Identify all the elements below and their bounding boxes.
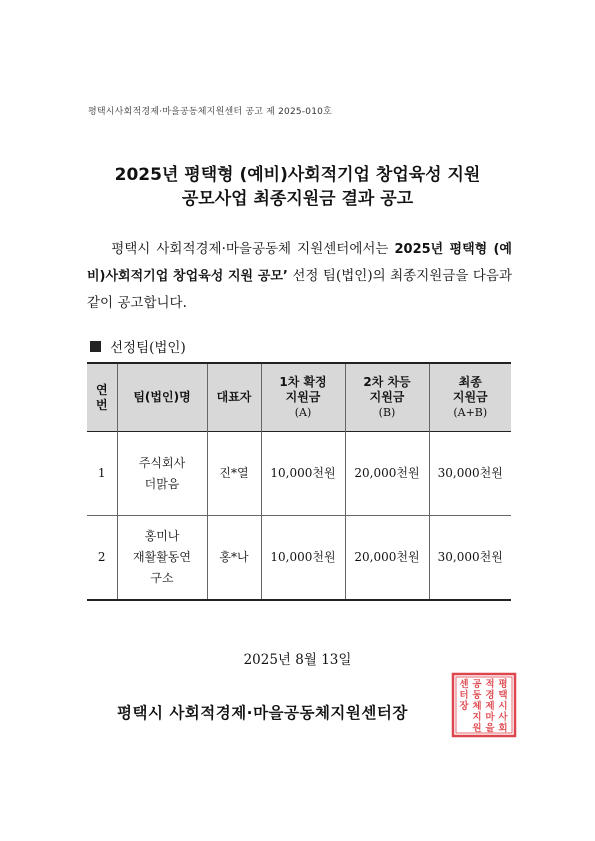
issuer-name: 평택시 사회적경제·마을공동체지원센터장 xyxy=(117,704,408,722)
seal-glyph: 센 xyxy=(459,679,469,690)
table-row xyxy=(87,516,511,601)
first-grant: 10,000천원 xyxy=(261,432,345,516)
first-grant: 10,000천원 xyxy=(261,516,345,601)
title-line-1: 2025년 평택형 (예비)사회적기업 창업육성 지원 xyxy=(114,165,481,185)
seal-glyph: 제 xyxy=(485,701,495,712)
table-header-row xyxy=(87,363,511,432)
row-number: 1 xyxy=(87,432,117,516)
second-grant: 20,000천원 xyxy=(345,516,429,601)
seal-glyph: 장 xyxy=(459,701,469,712)
title-line-2: 공모사업 최종지원금 결과 공고 xyxy=(181,189,414,209)
seal-glyph: 마 xyxy=(485,712,495,723)
header-first-grant: 1차 확정 지원금 (A) xyxy=(261,363,345,432)
final-grant: 30,000천원 xyxy=(429,516,511,601)
notice-date: 2025년 8월 13일 xyxy=(243,652,352,668)
representative: 홍*나 xyxy=(207,516,261,601)
square-bullet-icon xyxy=(90,341,101,352)
second-grant: 20,000천원 xyxy=(345,432,429,516)
seal-glyph: 터 xyxy=(459,690,469,701)
representative: 진*열 xyxy=(207,432,261,516)
intro-paragraph xyxy=(87,236,512,316)
final-grant: 30,000천원 xyxy=(429,432,511,516)
header-no: 연 번 xyxy=(87,363,117,432)
seal-glyph: 회 xyxy=(498,723,508,734)
selected-teams-table xyxy=(87,362,511,601)
header-team: 팀(법인)명 xyxy=(117,363,207,432)
seal-glyph: 시 xyxy=(498,701,508,712)
notice-number: 평택시사회적경제·마을공동체지원센터 공고 제 2025-010호 xyxy=(88,107,332,117)
intro-text-bold: 2025년 평택형 (예비)사회적기업 창업육성 지원 공모’ xyxy=(87,242,512,284)
intro-text-1: 평택시 사회적경제·마을공동체 지원센터에서는 xyxy=(111,241,395,257)
seal-glyph: 동 xyxy=(472,690,482,701)
header-final-grant: 최종 지원금 (A+B) xyxy=(429,363,511,432)
seal-glyph: 공 xyxy=(472,679,482,690)
document-title xyxy=(0,163,595,211)
seal-glyph: 택 xyxy=(498,690,508,701)
section-heading-label: 선정팀(법인) xyxy=(110,340,186,356)
header-rep: 대표자 xyxy=(207,363,261,432)
table-row xyxy=(87,432,511,516)
seal-glyph: 사 xyxy=(498,712,508,723)
seal-glyph: 원 xyxy=(472,723,482,734)
team-name: 주식회사 더맑음 xyxy=(117,432,207,516)
seal-glyph: 적 xyxy=(485,679,495,690)
team-name: 홍미나 재활활동연 구소 xyxy=(117,516,207,601)
section-heading xyxy=(90,336,186,356)
seal-glyph: 경 xyxy=(485,690,495,701)
seal-glyph: 을 xyxy=(485,723,495,734)
seal-glyph: 지 xyxy=(472,712,482,723)
row-number: 2 xyxy=(87,516,117,601)
intro-text-2: 선정 팀(법인)의 최종지원금을 다음과 같이 공고합니다. xyxy=(87,268,512,311)
seal-glyph: 체 xyxy=(472,701,482,712)
header-second-grant: 2차 차등 지원금 (B) xyxy=(345,363,429,432)
seal-glyph: 평 xyxy=(498,679,508,690)
official-seal-icon xyxy=(451,672,517,738)
